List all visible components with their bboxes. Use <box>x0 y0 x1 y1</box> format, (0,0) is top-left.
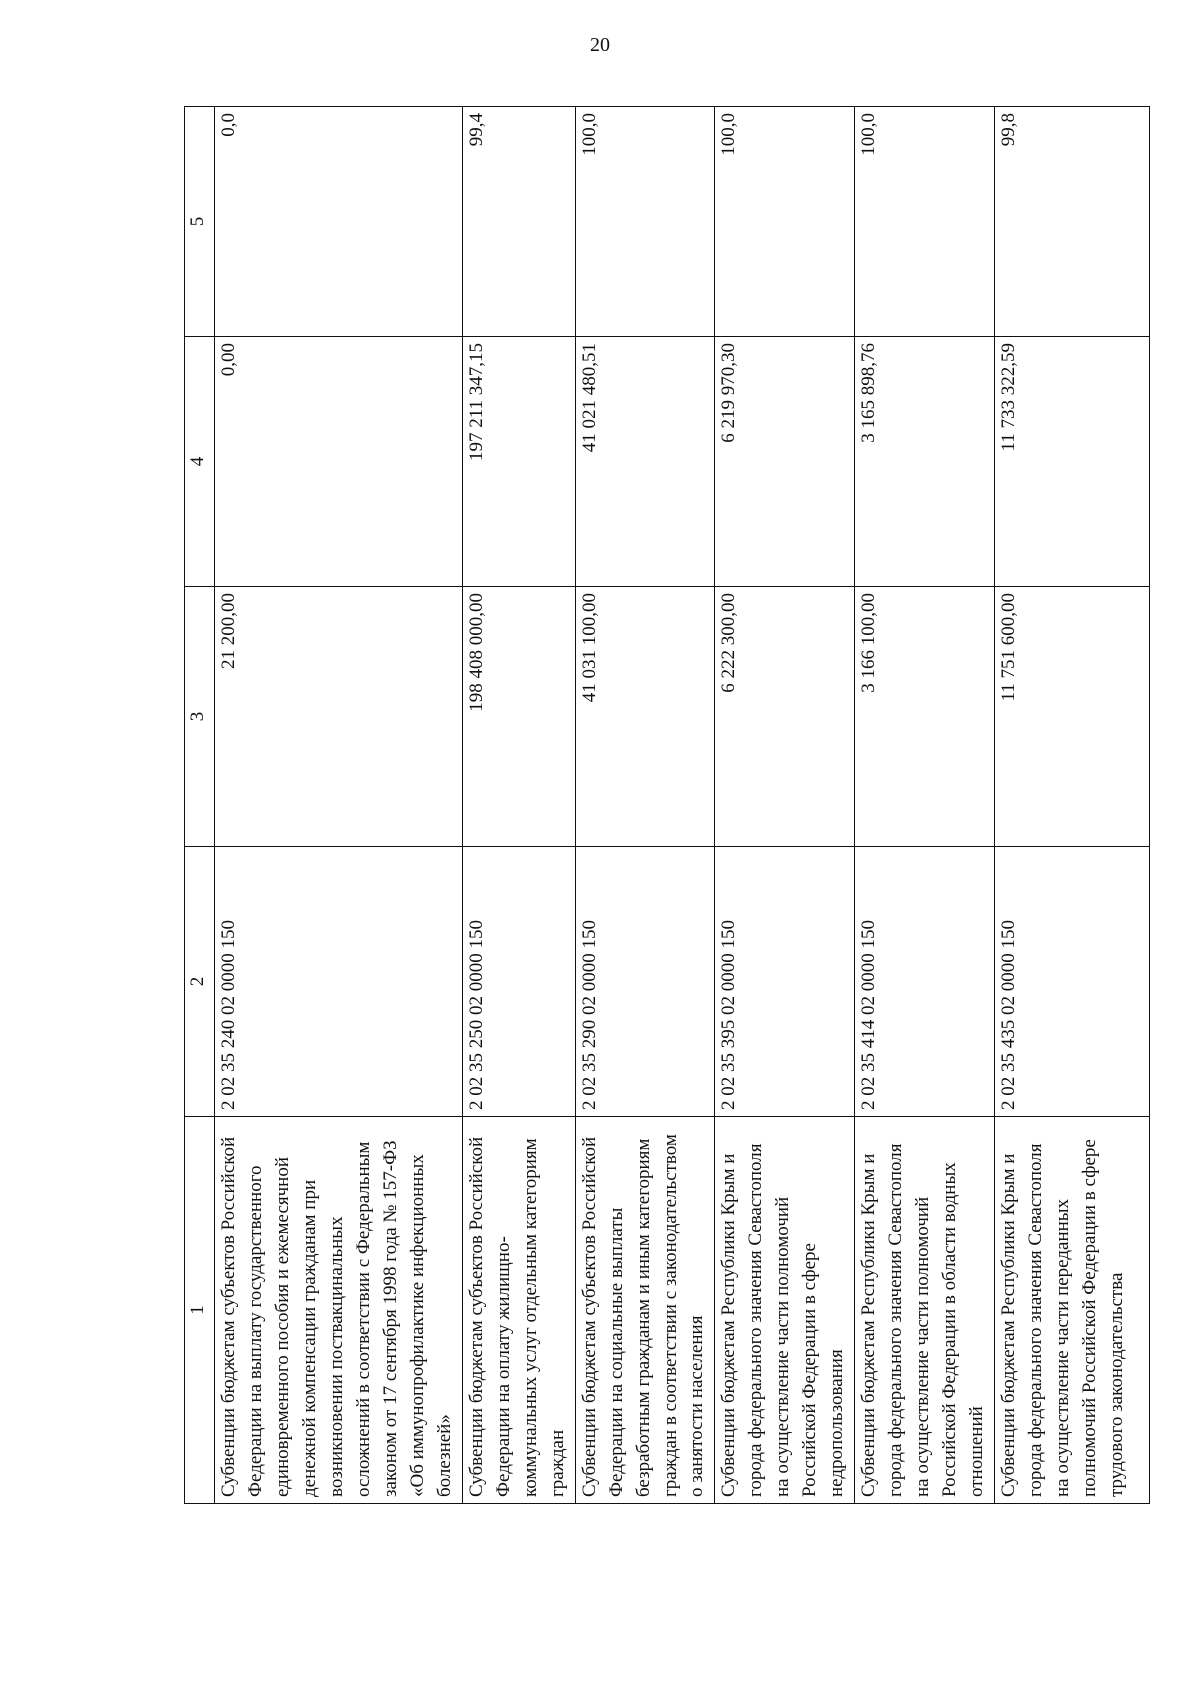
row-planned-cell: 11 751 600,00 <box>995 587 1150 847</box>
row-executed-cell: 3 165 898,76 <box>855 337 995 587</box>
row-percent-cell: 99,8 <box>995 107 1150 337</box>
row-planned-cell: 3 166 100,00 <box>855 587 995 847</box>
table-row <box>855 107 995 1504</box>
row-percent-cell: 100,0 <box>575 107 715 337</box>
row-percent-cell: 99,4 <box>462 107 575 337</box>
row-planned-cell: 41 031 100,00 <box>575 587 715 847</box>
table-row <box>215 107 463 1504</box>
row-code-cell: 2 02 35 250 02 0000 150 <box>462 847 575 1117</box>
row-executed-cell: 197 211 347,15 <box>462 337 575 587</box>
row-percent-cell: 0,0 <box>215 107 463 337</box>
row-name-cell: Субвенции бюджетам Республики Крым и города федерального значения Севастополя на осуществление части полномочий Российской Федерации в сфере недропользования <box>715 1117 855 1504</box>
header-cell: 4 <box>185 337 215 587</box>
page-number: 20 <box>590 34 610 56</box>
row-code-cell: 2 02 35 395 02 0000 150 <box>715 847 855 1117</box>
budget-table <box>184 106 1150 1504</box>
row-name-cell: Субвенции бюджетам Республики Крым и города федерального значения Севастополя на осуществление части переданных полномочий Российской Федерации в сфере трудового законодательства <box>995 1117 1150 1504</box>
table-row <box>462 107 575 1504</box>
header-cell: 2 <box>185 847 215 1117</box>
row-planned-cell: 198 408 000,00 <box>462 587 575 847</box>
row-executed-cell: 11 733 322,59 <box>995 337 1150 587</box>
row-code-cell: 2 02 35 414 02 0000 150 <box>855 847 995 1117</box>
row-executed-cell: 41 021 480,51 <box>575 337 715 587</box>
row-percent-cell: 100,0 <box>855 107 995 337</box>
row-name-cell: Субвенции бюджетам субъектов Российской Федерации на оплату жилищно-коммунальных услуг отдельным категориям граждан <box>462 1117 575 1504</box>
row-code-cell: 2 02 35 435 02 0000 150 <box>995 847 1150 1117</box>
rotated-table-container <box>184 107 1127 1504</box>
row-name-cell: Субвенции бюджетам Республики Крым и города федерального значения Севастополя на осуществление части полномочий Российской Федерации в области водных отношений <box>855 1117 995 1504</box>
table-row <box>715 107 855 1504</box>
row-name-cell: Субвенции бюджетам субъектов Российской Федерации на выплату государственного единовременного пособия и ежемесячной денежной компенсации гражданам при возникновении поствакцинальных осложнений в соответствии с Федеральным законом от 17 сентября 1998 года № 157-ФЗ «Об иммунопрофилактике инфекционных болезней» <box>215 1117 463 1504</box>
header-cell: 5 <box>185 107 215 337</box>
row-planned-cell: 6 222 300,00 <box>715 587 855 847</box>
row-code-cell: 2 02 35 290 02 0000 150 <box>575 847 715 1117</box>
row-executed-cell: 6 219 970,30 <box>715 337 855 587</box>
row-executed-cell: 0,00 <box>215 337 463 587</box>
table-header-row <box>185 107 215 1504</box>
row-code-cell: 2 02 35 240 02 0000 150 <box>215 847 463 1117</box>
row-name-cell: Субвенции бюджетам субъектов Российской Федерации на социальные выплаты безработным гражданам и иным категориям граждан в соответствии с законодательством о занятости населения <box>575 1117 715 1504</box>
row-planned-cell: 21 200,00 <box>215 587 463 847</box>
table-row <box>995 107 1150 1504</box>
row-percent-cell: 100,0 <box>715 107 855 337</box>
header-cell: 1 <box>185 1117 215 1504</box>
header-cell: 3 <box>185 587 215 847</box>
table-row <box>575 107 715 1504</box>
